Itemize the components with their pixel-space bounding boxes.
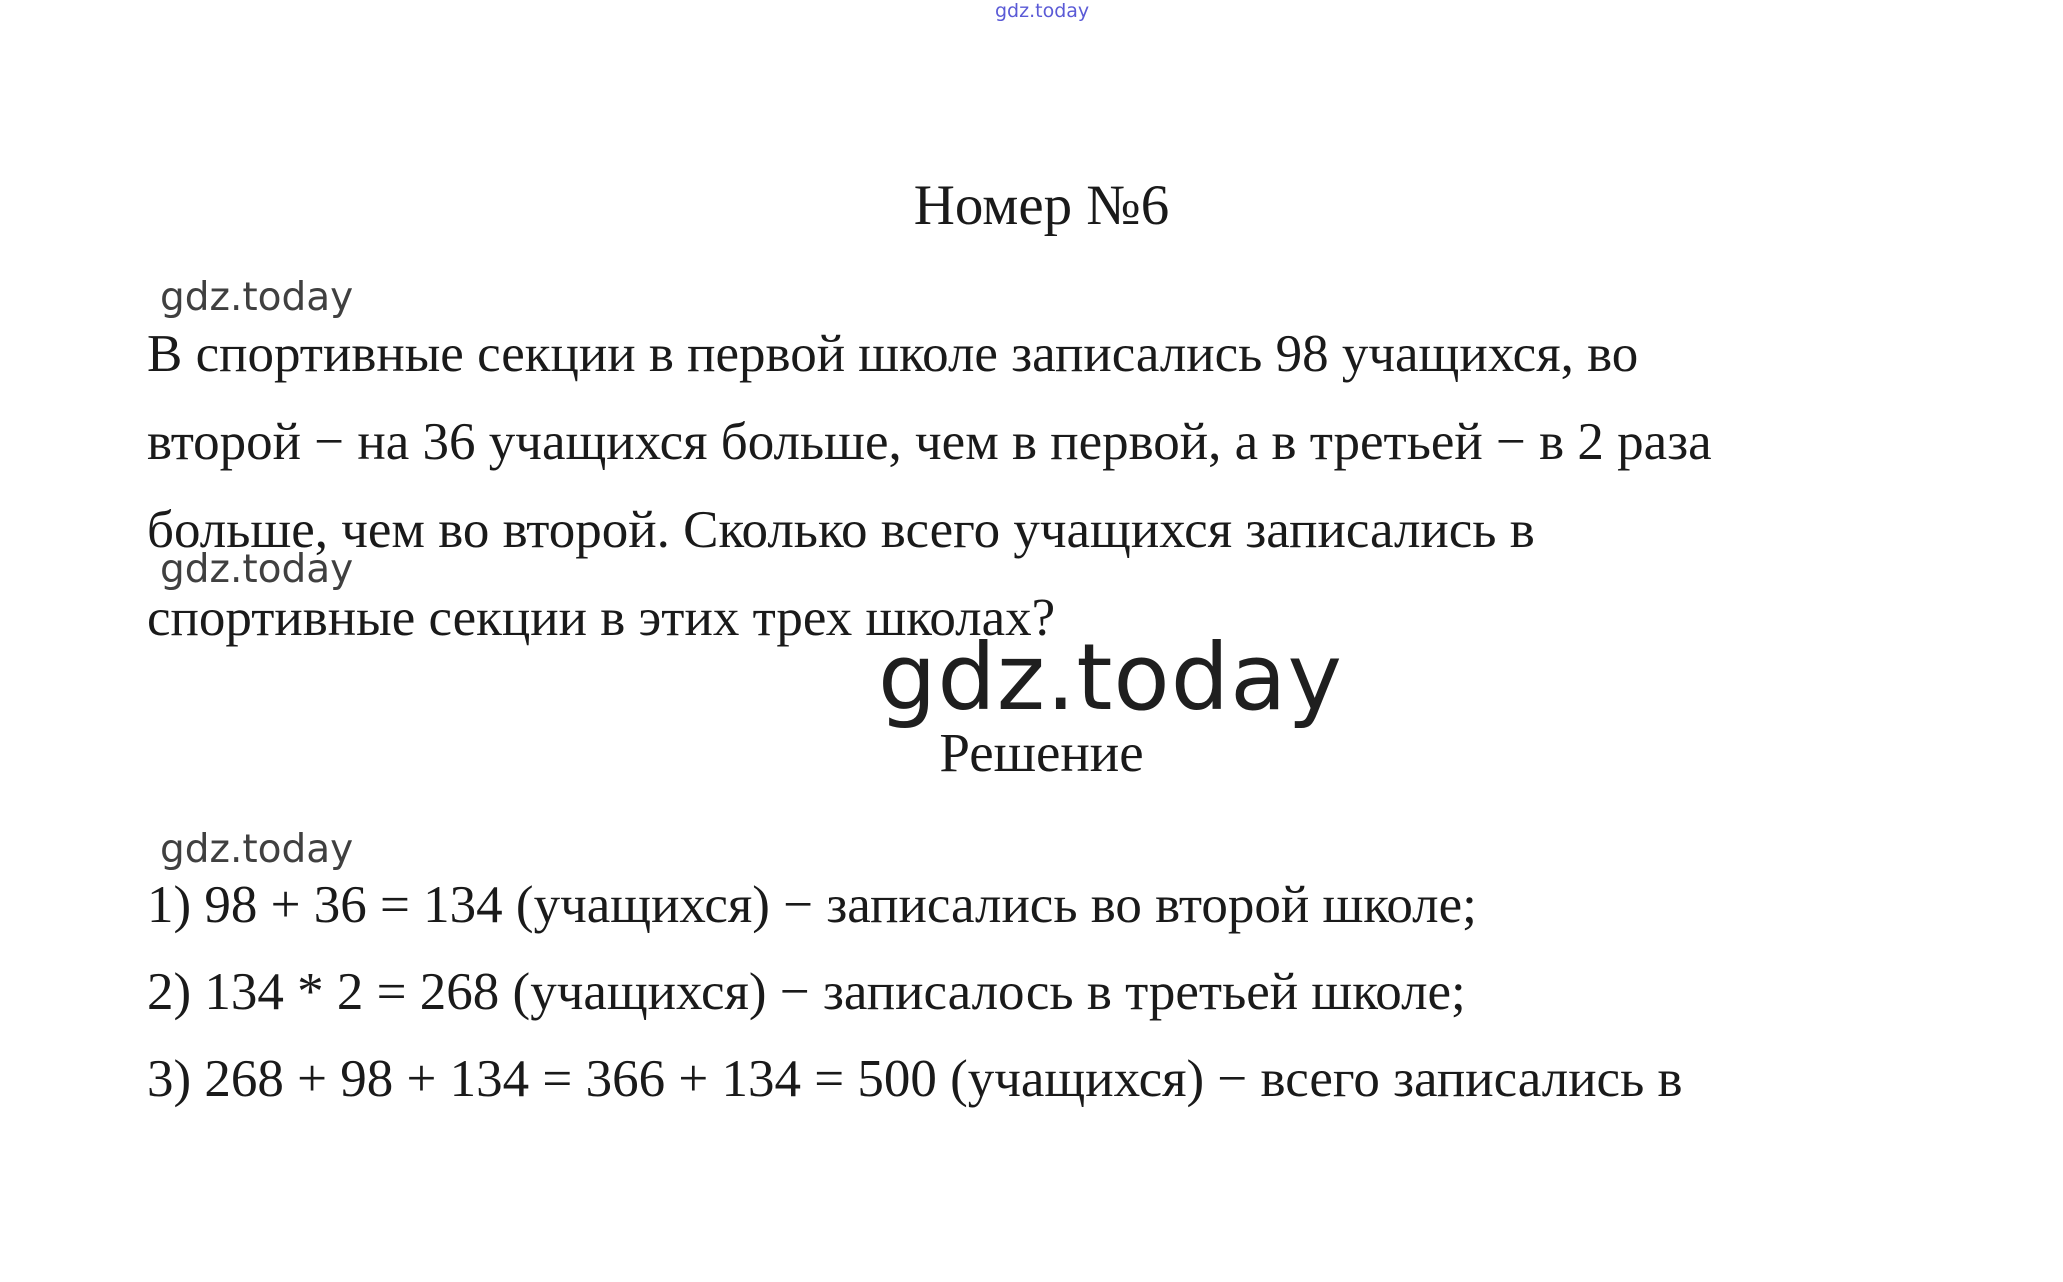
page-title: Номер №6 <box>913 174 1170 237</box>
solution-heading: Решение <box>939 722 1144 783</box>
watermark-problem-top: gdz.today <box>160 275 354 320</box>
problem-line: больше, чем во второй. Сколько всего учащихся записались в <box>147 501 1535 559</box>
watermark-top: gdz.today <box>995 0 1090 22</box>
problem-line: спортивные секции в этих трех школах? <box>147 589 1056 647</box>
watermark-solution-top: gdz.today <box>160 827 354 872</box>
watermark-center-large: gdz.today <box>878 624 1343 731</box>
watermark-problem-mid: gdz.today <box>160 547 354 592</box>
solution-step: 2) 134 * 2 = 268 (учащихся) − записалось в третьей школе; <box>147 963 1466 1021</box>
solution-step: 1) 98 + 36 = 134 (учащихся) − записались во второй школе; <box>147 876 1477 934</box>
problem-line: В спортивные секции в первой школе записались 98 учащихся, во <box>147 325 1639 383</box>
solution-step: 3) 268 + 98 + 134 = 366 + 134 = 500 (учащихся) − всего записались в <box>147 1050 1683 1108</box>
problem-statement <box>147 310 1967 662</box>
solution-steps <box>147 862 1987 1123</box>
problem-line: второй − на 36 учащихся больше, чем в первой, а в третьей − в 2 раза <box>147 413 1712 471</box>
